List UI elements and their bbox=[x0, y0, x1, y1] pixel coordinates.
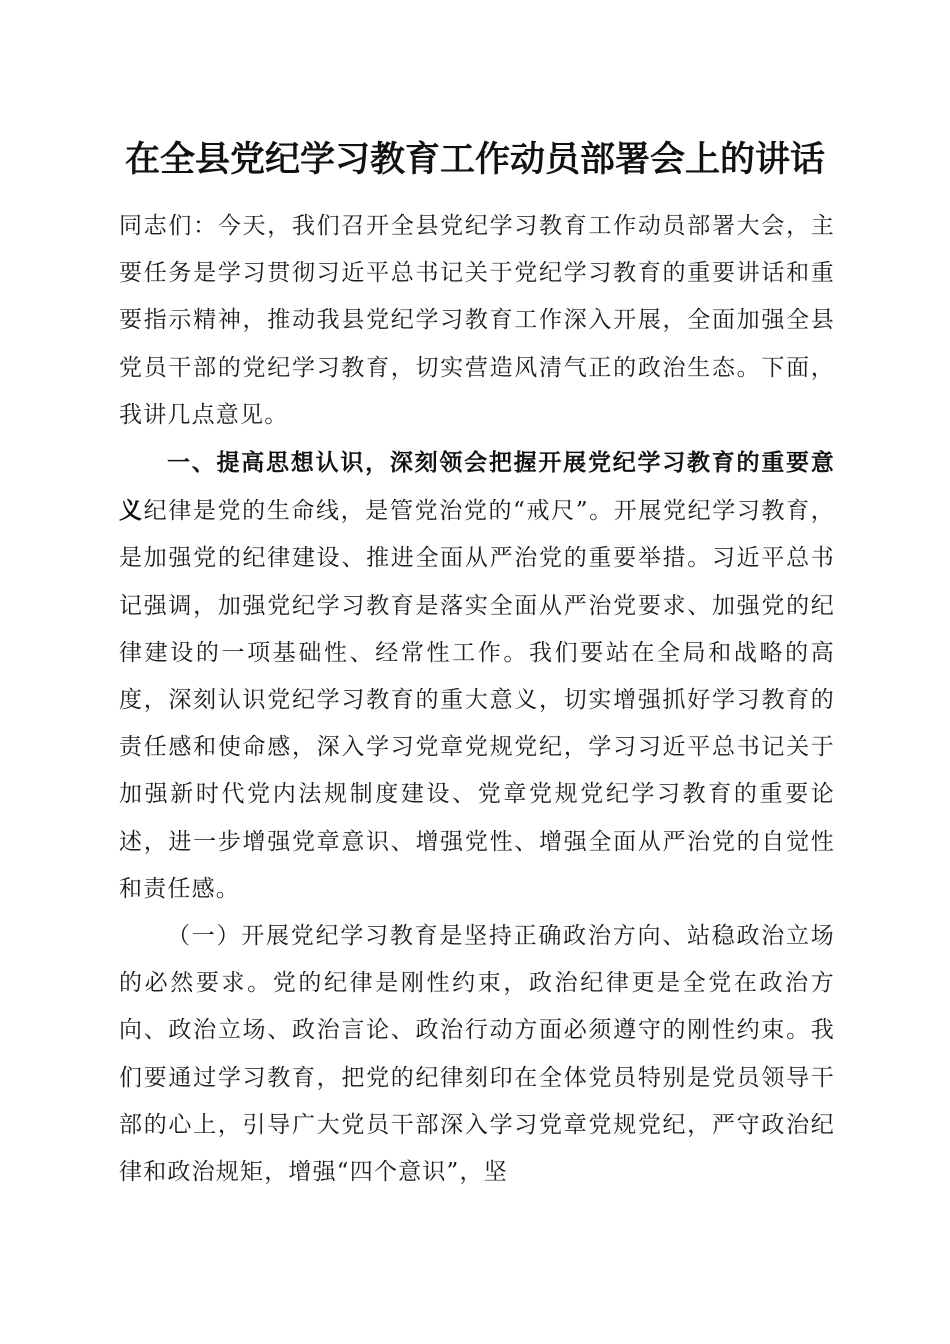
section-1-heading: 一、提高思想认识，深刻领会把握开展党纪学习教育的重要意义 bbox=[119, 449, 835, 525]
section-1-paragraph bbox=[119, 439, 835, 913]
subsection-1-heading: （一）开展党纪学习教育是坚持正确政治方向、站稳政治立场的必然要求。 bbox=[119, 923, 835, 997]
subsection-1-body: 党的纪律是刚性约束，政治纪律更是全党在政治方向、政治立场、政治言论、政治行动方面必须遵守的刚性约束。我们要通过学习教育，把党的纪律刻印在全体党员特别是党员领导干部的心上，引导广大党员干部深入学习党章党规党纪，严守政治纪律和政治规矩，增强“四个意识”，坚 bbox=[119, 970, 835, 1186]
subsection-1-paragraph bbox=[119, 913, 835, 1196]
intro-paragraph: 同志们：今天，我们召开全县党纪学习教育工作动员部署大会，主要任务是学习贯彻习近平总书记关于党纪学习教育的重要讲话和重要指示精神，推动我县党纪学习教育工作深入开展，全面加强全县党员干部的党纪学习教育，切实营造风清气正的政治生态。下面，我讲几点意见。 bbox=[119, 213, 835, 428]
document-title: 在全县党纪学习教育工作动员部署会上的讲话 bbox=[124, 139, 825, 180]
document-body bbox=[119, 203, 835, 1196]
section-1-body: 纪律是党的生命线，是管党治党的“戒尺”。开展党纪学习教育，是加强党的纪律建设、推进全面从严治党的重要举措。习近平总书记强调，加强党纪学习教育是落实全面从严治党要求、加强党的纪律建设的一项基础性、经常性工作。我们要站在全局和战略的高度，深刻认识党纪学习教育的重大意义，切实增强抓好学习教育的责任感和使命感，深入学习党章党规党纪，学习习近平总书记关于加强新时代党内法规制度建设、党章党规党纪学习教育的重要论述，进一步增强党章意识、增强党性、增强全面从严治党的自觉性和责任感。 bbox=[119, 498, 835, 902]
